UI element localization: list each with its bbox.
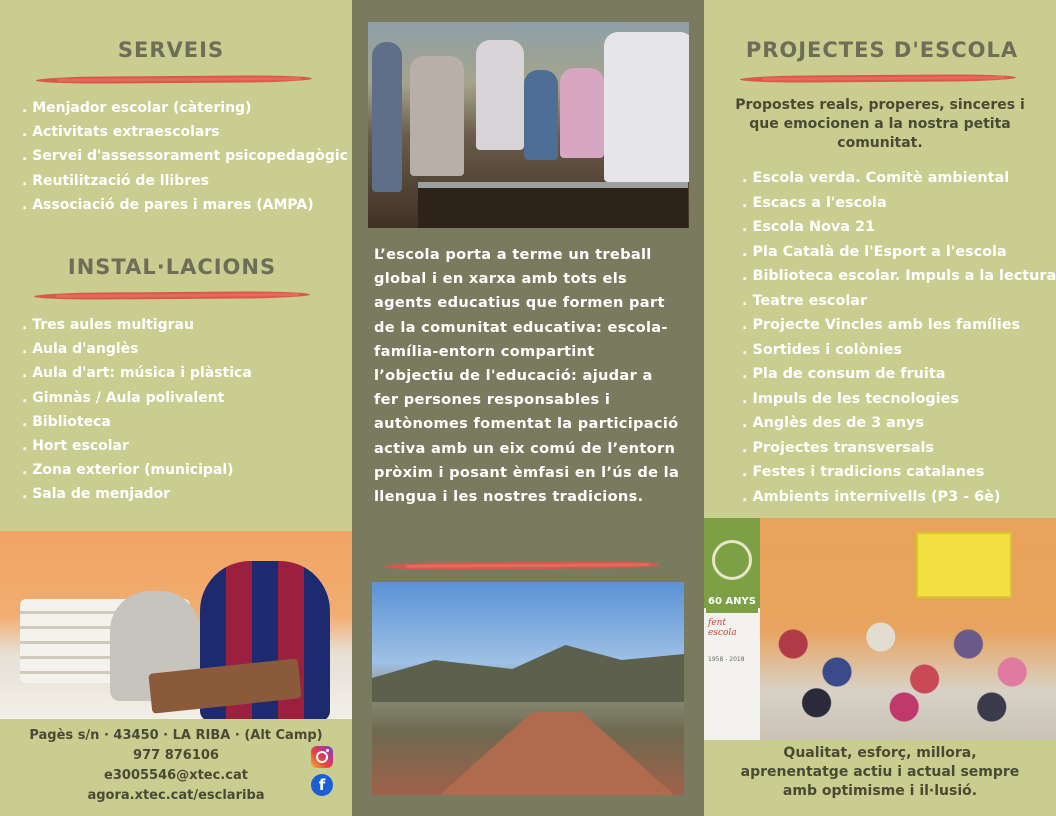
instagram-icon[interactable] (311, 746, 333, 768)
contact-block (0, 726, 352, 806)
list-item: . Biblioteca (22, 410, 252, 434)
garden-photo (368, 22, 689, 228)
list-item: . Projectes transversals (742, 436, 1056, 461)
list-item: . Escacs a l'escola (742, 191, 1056, 216)
list-item: . Ambients internivells (P3 - 6è) (742, 485, 1056, 510)
installacions-heading: INSTAL·LACIONS (67, 255, 277, 279)
list-item: . Sortides i colònies (742, 338, 1056, 363)
serveis-underline (36, 75, 312, 84)
list-item: . Activitats extraescolars (22, 120, 348, 144)
address: Pagès s/n · 43450 · LA RIBA · (Alt Camp) (29, 728, 323, 743)
middle-panel (352, 0, 704, 816)
school-logo-icon (712, 540, 752, 580)
list-item: . Biblioteca escolar. Impuls a la lectura (742, 264, 1056, 289)
list-item: . Teatre escolar (742, 289, 1056, 314)
serveis-list (22, 96, 348, 217)
projectes-list (742, 166, 1056, 509)
list-item: . Hort escolar (22, 434, 252, 458)
facebook-icon[interactable]: f (311, 774, 333, 796)
projectes-footer: Qualitat, esforç, millora, aprenentatge actiu i actual sempre amb optimisme i il·lusió. (740, 745, 1020, 799)
mountain-shape (372, 642, 684, 702)
students-group (764, 588, 1056, 728)
banner-script: fent escola (708, 618, 737, 638)
child-shape (410, 56, 464, 176)
hiking-photo (372, 582, 684, 795)
list-item: . Aula d'anglès (22, 337, 252, 361)
middle-description: L’escola porta a terme un treball global i en xarxa amb tots els agents educatius que formen part de la comunitat educativa: escola- família-entorn compartint l’objectiu de l'educació: ajudar a fer persones responsables i autònomes fomentat la participació activa amb un eix comú de l’entorn pròxim i posant èmfasi en l’ús de la llengua i les nostres tradicions. (374, 246, 680, 506)
projectes-heading: PROJECTES D'ESCOLA (745, 38, 1019, 62)
projectes-intro: Propostes reals, properes, sinceres i que emocionen a la nostra petita comunitat. (735, 97, 1025, 151)
list-item: . Servei d'assessorament psicopedagògic (22, 144, 348, 168)
list-item: . Sala de menjador (22, 482, 252, 506)
list-item: . Escola Nova 21 (742, 215, 1056, 240)
classroom-photo (704, 518, 1056, 740)
installacions-underline (34, 291, 310, 300)
list-item: . Reutilització de llibres (22, 169, 348, 193)
list-item: . Pla Català de l'Esport a l'escola (742, 240, 1056, 265)
phone: 977 876106 (133, 748, 219, 763)
child-shape (560, 68, 604, 158)
middle-divider (384, 561, 660, 570)
child-shape (524, 70, 558, 160)
email-link[interactable]: e3005546@xtec.cat (104, 768, 248, 783)
banner-years: 60 ANYS (706, 594, 758, 613)
left-panel (0, 0, 352, 816)
trail-shape (432, 712, 682, 795)
adult-shape (604, 32, 689, 182)
list-item: . Tres aules multigrau (22, 313, 252, 337)
list-item: . Pla de consum de fruita (742, 362, 1056, 387)
child-shape (372, 42, 402, 192)
list-item: . Impuls de les tecnologies (742, 387, 1056, 412)
list-item: . Menjador escolar (càtering) (22, 96, 348, 120)
list-item: . Projecte Vincles amb les famílies (742, 313, 1056, 338)
projectes-underline (740, 74, 1016, 83)
child-shape (476, 40, 524, 150)
list-item: . Escola verda. Comitè ambiental (742, 166, 1056, 191)
list-item: . Anglès des de 3 anys (742, 411, 1056, 436)
list-item: . Gimnàs / Aula polivalent (22, 386, 252, 410)
installacions-list (22, 313, 252, 507)
list-item: . Festes i tradicions catalanes (742, 460, 1056, 485)
list-item: . Zona exterior (municipal) (22, 458, 252, 482)
banner-range: 1958 - 2018 (708, 656, 745, 663)
garden-bed-shape (418, 182, 688, 228)
website-link[interactable]: agora.xtec.cat/esclariba (87, 788, 265, 803)
serveis-heading: SERVEIS (117, 38, 225, 62)
reading-photo (0, 531, 352, 719)
list-item: . Associació de pares i mares (AMPA) (22, 193, 348, 217)
list-item: . Aula d'art: música i plàstica (22, 361, 252, 385)
